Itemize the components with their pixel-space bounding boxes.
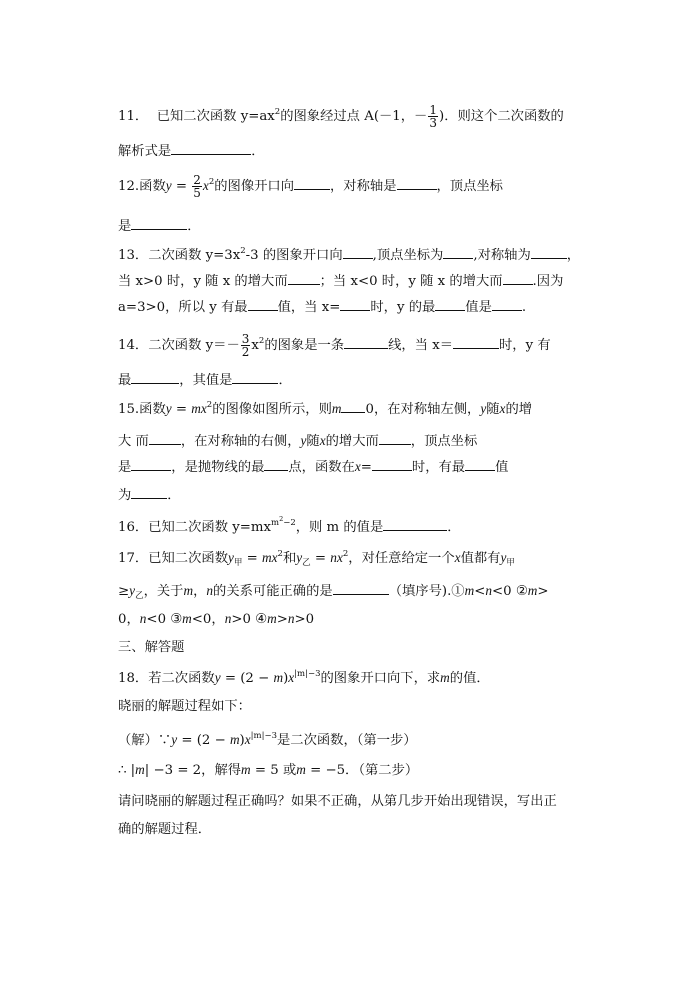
answer-blank[interactable] [341, 398, 365, 413]
answer-blank[interactable] [294, 175, 330, 190]
answer-blank[interactable] [383, 516, 447, 531]
answer-blank[interactable] [131, 456, 171, 471]
q15-line1: 15.函数$y = mx^2$的图像如图所示，则m 0，在对称轴左侧，y随x的增 [118, 400, 533, 417]
answer-blank[interactable] [453, 334, 499, 349]
answer-blank[interactable] [343, 244, 373, 259]
fraction: $\frac{2}{5}$ [193, 173, 201, 200]
answer-blank[interactable] [333, 580, 389, 595]
answer-blank[interactable] [248, 296, 278, 311]
q11-line2: 解析式是 ． [118, 140, 626, 162]
q18-line3: （解）∵y = $(2 - m)x^{|m|-3}$是二次函数，（第一步） [118, 731, 417, 748]
q14-line2: 最 ，其值是 ． [118, 369, 626, 391]
answer-blank[interactable] [465, 456, 495, 471]
answer-blank[interactable] [344, 334, 388, 349]
q16-line1: 16．已知二次函数 $y=mx^{m^2-2}$，则 m 的值是 ． [118, 515, 461, 535]
q12-line2: 是 ． [118, 215, 626, 237]
answer-blank[interactable] [149, 430, 181, 445]
answer-blank[interactable] [531, 244, 567, 259]
answer-blank[interactable] [340, 296, 370, 311]
section-heading: 三、解答题 [118, 640, 185, 655]
answer-blank[interactable] [264, 456, 288, 471]
answer-blank[interactable] [372, 456, 412, 471]
answer-blank[interactable] [131, 484, 167, 499]
answer-blank[interactable] [131, 369, 179, 384]
q18-line2: 晓丽的解题过程如下： [118, 699, 251, 714]
q13-line1: 13．二次函数 $y=3x^2-3$ 的图象开口向 ,顶点坐标为 ,对称轴为 ， [118, 246, 581, 263]
q14-line1: 14．二次函数 y＝－ $\frac{3}{2}$ $x^2$的图象是一条 线，当 x＝ 时，y 有 [118, 332, 551, 359]
q18-line6: 确的解题过程． [118, 822, 212, 837]
q15-line3: 是 ，是抛物线的最 点，函数在x= 时，有最 值 [118, 456, 626, 478]
q17-line3: 0，n<0 ③m<0，n>0 ④m>n>0 [118, 611, 315, 627]
q13-line3: a=3>0，所以 y 有最 值，当 x= 时，y 的最 值是 . [118, 296, 626, 318]
answer-blank[interactable] [492, 296, 522, 311]
answer-blank[interactable] [288, 270, 320, 285]
answer-blank[interactable] [435, 296, 465, 311]
q13-line2: 当 x>0 时，y 随 x 的增大而 ；当 x<0 时，y 随 x 的增大而 .因为 [118, 270, 626, 292]
q17-line2: $\ge y_乙$，关于m，n的关系可能正确的是 （填序号).①m<n<0 ②m> [118, 580, 626, 602]
q18-line4: ∴ |m| −3 = 2，解得m = 5 或m = −5．（第二步） [118, 762, 419, 778]
answer-blank[interactable] [397, 175, 437, 190]
fraction: $\frac{3}{2}$ [241, 332, 250, 359]
answer-blank[interactable] [232, 369, 278, 384]
q15-line2: 大 而 ，在对称轴的右侧，y随x的增大而 ，顶点坐标 [118, 430, 626, 452]
answer-blank[interactable] [443, 244, 473, 259]
fraction: $\frac{1}{3}$ [429, 103, 437, 130]
answer-blank[interactable] [503, 270, 533, 285]
q15-line4: 为 ． [118, 484, 626, 506]
q18-line1: 18．若二次函数$y = (2 - m)x^{|m|-3}$的图象开口向下，求m的值． [118, 669, 490, 686]
answer-blank[interactable] [131, 215, 187, 230]
q12-line1: 12.函数y = $\frac{2}{5}$ $x^2$的图像开口向 ，对称轴是 ，顶点坐标 [118, 173, 503, 200]
answer-blank[interactable] [171, 140, 251, 155]
q17-line1: 17．已知二次函数$y_甲 = mx^2$和$y_乙 = nx^2$，对任意给定一个x值都有$y_甲$ [118, 549, 515, 568]
q11-line1: 11． 已知二次函数 $y=ax^2$的图象经过点 A(－1，－ $\frac{1}{3}$ )．则这个二次函数的 [118, 103, 564, 130]
answer-blank[interactable] [379, 430, 411, 445]
q18-line5: 请问晓丽的解题过程正确吗？如果不正确，从第几步开始出现错误，写出正 [118, 794, 557, 809]
